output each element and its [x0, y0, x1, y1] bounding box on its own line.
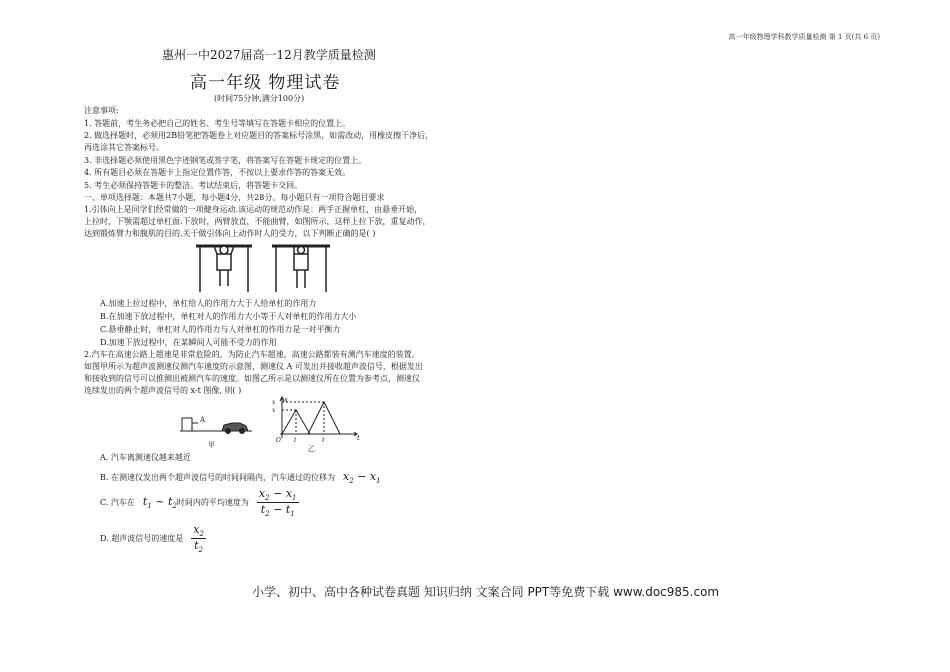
figure-yi-graph — [268, 394, 364, 454]
exam-title: 高一年级 物理试卷 — [190, 73, 341, 93]
q1-option-c: C.悬垂静止时，单杠对人的作用力与人对单杠的作用力是一对平衡力 — [100, 325, 341, 334]
q2-line-4: 连续发出的两个超声波信号的 x-t 图像, 则( ) — [84, 386, 242, 395]
origin-label: O — [276, 437, 281, 444]
t2-label: t — [322, 437, 325, 444]
q2-option-c-pre: C. 汽车在 — [100, 498, 135, 508]
q2-option-c-interval — [143, 495, 177, 510]
sub-2: 2 — [172, 502, 177, 511]
sym-x: x — [285, 487, 293, 500]
minus-sign: − — [269, 503, 286, 517]
q2-option-b-text: B. 在测速仪发出两个超声波信号的时间间隔内，汽车通过的位移为 — [100, 473, 335, 483]
note-5: 5. 考生必须保持答题卡的整洁。考试结束后，将答题卡交回。 — [84, 181, 303, 190]
q2-option-c — [100, 487, 303, 518]
q2-option-a: A. 汽车离测速仪越来越近 — [100, 453, 191, 462]
notes-heading: 注意事项: — [84, 106, 119, 115]
q1-line-3: 达到锻炼臂力和腹肌的目的.关于做引体向上动作时人的受力，以下判断正确的是( ) — [84, 229, 376, 238]
sub-2: 2 — [349, 477, 354, 486]
note-4: 4. 所有题目必须在答题卡上指定位置作答，不按以上要求作答的答案无效。 — [84, 168, 351, 177]
q2-option-c-mid: 时间内的平均速度为 — [176, 498, 249, 508]
sym-x: x — [193, 523, 200, 536]
q2-option-d — [100, 523, 210, 554]
minus-sign: − — [353, 470, 370, 483]
tilde-sign: ~ — [151, 495, 169, 509]
x2-label: x — [272, 399, 276, 406]
note-2-cont: 再选涂其它答案标号。 — [84, 143, 164, 152]
page-header: 高一年级物理学科教学质量检测 第 1 页(共 6 页) — [728, 33, 880, 41]
note-3: 3. 非选择题必须使用黑色字迹钢笔或签字笔，将答案写在答题卡规定的位置上。 — [84, 156, 367, 165]
q2-option-c-fraction — [257, 487, 299, 518]
sub-1: 1 — [147, 502, 152, 511]
sub-1: 1 — [376, 477, 381, 486]
sub-2: 2 — [265, 494, 270, 503]
sym-t: t — [285, 503, 291, 517]
q2-line-1: 2.汽车在高速公路上超速是非常危险的，为防止汽车超速，高速公路都装有测汽车速度的装置。 — [84, 350, 420, 359]
sym-x: x — [342, 470, 350, 483]
time-line: (时间75分钟,满分100分) — [214, 94, 305, 103]
t1-label: t — [294, 437, 297, 444]
sub-2: 2 — [198, 546, 203, 555]
minus-sign: − — [269, 487, 286, 500]
pullup-figure — [190, 240, 340, 296]
q1-option-d: D.加速下放过程中，在某瞬间人可能不受力的作用 — [100, 338, 277, 347]
q2-line-2: 如图甲所示为超声波测速仪测汽车速度的示意图，测速仪 A 可发出并接收超声波信号，根据发出 — [84, 362, 423, 371]
fraction-denominator — [259, 503, 297, 518]
q2-option-d-text: D. 超声波信号的速度是 — [100, 534, 184, 544]
figure-yi-label: 乙 — [308, 445, 315, 453]
sub-2: 2 — [199, 530, 204, 539]
q1-option-b: B.在加速下放过程中，单杠对人的作用力大小等于人对单杠的作用力大小 — [100, 312, 357, 321]
q1-line-1: 1.引体向上是同学们经常做的一项健身运动.该运动的规范动作是：两手正握单杠，由悬垂开始， — [84, 205, 423, 214]
sub-1: 1 — [292, 494, 297, 503]
q2-option-b — [100, 470, 381, 485]
sym-t: t — [168, 495, 173, 509]
footer-banner: 小学、初中、高中各种试卷真题 知识归纳 文案合同 PPT等免费下载 www.doc985.com — [252, 585, 720, 599]
q2-option-d-fraction — [191, 523, 206, 554]
school-line: 惠州一中2027届高一12月教学质量检测 — [162, 48, 376, 62]
q1-option-a: A.加速上拉过程中，单杠给人的作用力大于人给单杠的作用力 — [100, 299, 317, 308]
sym-t: t — [260, 503, 266, 517]
sub-1: 1 — [290, 510, 295, 519]
fraction-denominator — [192, 539, 205, 554]
figure-jia-label: 甲 — [208, 441, 215, 449]
sym-t: t — [142, 495, 148, 509]
q1-line-2: 上拉时，下颚需超过单杠面.下放时，两臂放直，不能曲臂，如图所示，这样上拉下放，重复动作， — [84, 217, 431, 226]
detector-label: A — [200, 416, 206, 424]
sub-2: 2 — [265, 510, 270, 519]
section-1-heading: 一、单项选择题：本题共7小题，每小题4分，共28分。每小题只有一项符合题目要求 — [84, 193, 385, 202]
note-2: 2. 做选择题时，必须用2B铅笔把答题卷上对应题目的答案标号涂黑，如需改动，用橡皮擦干净后， — [84, 131, 434, 140]
fraction-numerator — [191, 523, 206, 539]
axis-x-label: x — [284, 396, 288, 404]
sym-t: t — [194, 539, 199, 553]
q2-line-3: 和接收到的信号可以推测出被测汽车的速度。如图乙所示是以测速仪所在位置为参考点，测速仪 — [84, 374, 420, 383]
q2-option-b-formula — [343, 470, 381, 485]
x1-label: x — [272, 407, 276, 414]
fraction-numerator — [257, 487, 299, 503]
sym-x: x — [258, 487, 266, 500]
note-1: 1. 答题前，考生务必把自己的姓名、考生号等填写在答题卡相应的位置上。 — [84, 119, 351, 128]
figure-jia — [176, 402, 256, 452]
axis-t-label: t — [357, 434, 360, 442]
sym-x: x — [369, 470, 377, 483]
